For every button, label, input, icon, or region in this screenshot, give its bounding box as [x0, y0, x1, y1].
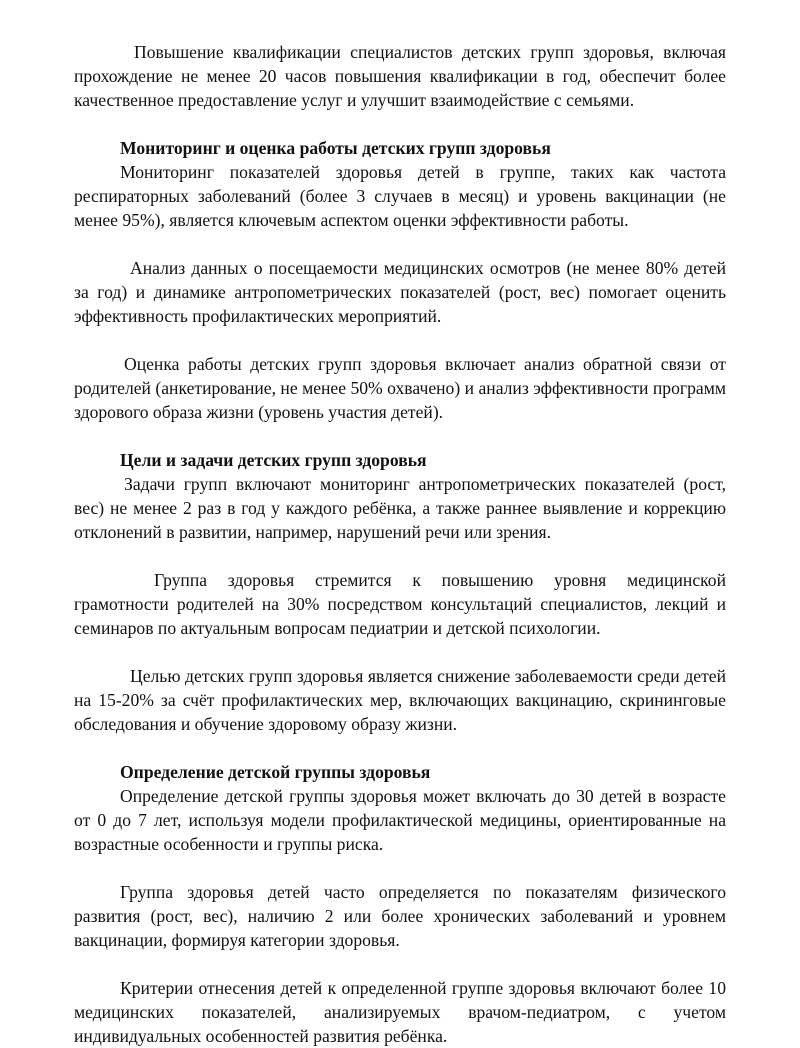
- intro-paragraph: Повышение квалификации специалистов детских групп здоровья, включая прохождение не менее 20 часов повышения квалификации в год, обеспечит более качественное предоставление услуг и улучшит взаимодействие с семьями.: [74, 42, 726, 110]
- paragraph-monitoring-1: Мониторинг показателей здоровья детей в группе, таких как частота респираторных заболеваний (более 3 случаев в месяц) и уровень вакцинации (не менее 95%), является ключевым аспектом оценки эффективности работы.: [74, 162, 726, 230]
- paragraph-goals-1: Задачи групп включают мониторинг антропометрических показателей (рост, вес) не менее 2 раз в год у каждого ребёнка, а также раннее выявление и коррекцию отклонений в развитии, например, нарушений речи или зрения.: [74, 474, 726, 542]
- section-heading-goals: Цели и задачи детских групп здоровья: [120, 450, 427, 470]
- paragraph-monitoring-2: Анализ данных о посещаемости медицинских осмотров (не менее 80% детей за год) и динамике антропометрических показателей (рост, вес) помогает оценить эффективность профилактических мероприятий.: [74, 258, 726, 326]
- section-heading-definition: Определение детской группы здоровья: [120, 762, 431, 782]
- paragraph-goals-2: Группа здоровья стремится к повышению уровня медицинской грамотности родителей на 30% посредством консультаций специалистов, лекций и семинаров по актуальным вопросам педиатрии и детской психологии.: [74, 570, 726, 638]
- paragraph-goals-3: Целью детских групп здоровья является снижение заболеваемости среди детей на 15-20% за счёт профилактических мер, включающих вакцинацию, скрининговые обследования и обучение здоровому образу жизни.: [74, 666, 726, 734]
- section-heading-monitoring: Мониторинг и оценка работы детских групп здоровья: [120, 138, 551, 158]
- paragraph-definition-2: Группа здоровья детей часто определяется по показателям физического развития (рост, вес), наличию 2 или более хронических заболеваний и уровнем вакцинации, формируя категории здоровья.: [74, 882, 726, 950]
- paragraph-monitoring-3: Оценка работы детских групп здоровья включает анализ обратной связи от родителей (анкетирование, не менее 50% охвачено) и анализ эффективности программ здорового образа жизни (уровень участия детей).: [74, 354, 726, 422]
- paragraph-definition-3: Критерии отнесения детей к определенной группе здоровья включают более 10 медицинских показателей, анализируемых врачом-педиатром, с учетом индивидуальных особенностей развития ребёнка.: [74, 978, 726, 1046]
- paragraph-definition-1: Определение детской группы здоровья может включать до 30 детей в возрасте от 0 до 7 лет, используя модели профилактической медицины, ориентированные на возрастные особенности и группы риска.: [74, 786, 726, 854]
